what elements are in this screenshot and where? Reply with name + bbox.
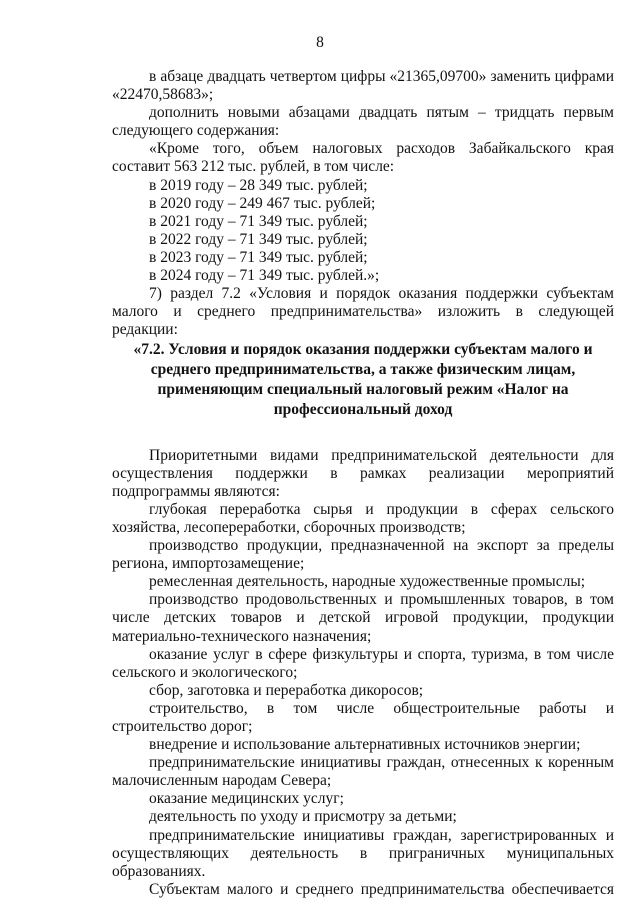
list-item: предпринимательские инициативы граждан, отнесенных к коренным малочисленным народам Севера; [112,754,614,790]
list-item: ремесленная деятельность, народные художественные промыслы; [149,573,586,591]
document-body [112,68,614,899]
spacer [112,420,614,447]
list-item: оказание услуг в сфере физкультуры и спорта, туризма, в том числе сельского и экологического; [112,645,614,681]
list-item: внедрение и использование альтернативных источников энергии; [149,736,581,754]
list-item: производство продовольственных и промышленных товаров, в том числе детских товаров и детской игровой продукции, продукции материально-технического назначения; [112,591,614,645]
list-item: производство продукции, предназначенной на экспорт за пределы региона, импортозамещение; [112,537,614,573]
list-item: предпринимательские инициативы граждан, зарегистрированных и осуществляющих деятельность в приграничных муниципальных образованиях. [112,826,614,880]
list-item: строительство, в том числе общестроительные работы и строительство дорог; [112,699,614,735]
list-item: деятельность по уходу и присмотру за детьми; [149,808,457,826]
paragraph: «Кроме того, объем налоговых расходов Забайкальского края составит 563 212 тыс. рублей, в том числе: [112,140,614,176]
list-item: в 2021 году – 71 349 тыс. рублей; [149,212,368,230]
list-item: в 2019 году – 28 349 тыс. рублей; [149,176,368,194]
list-item: в 2023 году – 71 349 тыс. рублей; [149,248,368,266]
paragraph: дополнить новыми абзацами двадцать пятым – тридцать первым следующего содержания: [112,104,614,140]
paragraph: 7) раздел 7.2 «Условия и порядок оказания поддержки субъектам малого и среднего предпринимательства» изложить в следующей редакции: [112,285,614,339]
list-item: в 2024 году – 71 349 тыс. рублей.»; [149,267,380,285]
list-item: оказание медицинских услуг; [149,790,344,808]
list-item: в 2022 году – 71 349 тыс. рублей; [149,230,368,248]
list-item: сбор, заготовка и переработка дикоросов; [149,681,424,699]
list-item: в 2020 году – 249 467 тыс. рублей; [149,194,376,212]
paragraph: в абзаце двадцать четвертом цифры «21365,09700» заменить цифрами «22470,58683»; [112,68,614,104]
section-heading: «7.2. Условия и порядок оказания поддержки субъектам малого и среднего предпринимательства, а также физическим лицам, применяющим специальный налоговый режим «Налог на профессиональный доход [133,341,593,418]
paragraph: Приоритетными видами предпринимательской деятельности для осуществления поддержки в рамках реализации мероприятий подпрограммы являются: [112,446,614,500]
paragraph: Субъектам малого и среднего предпринимательства обеспечивается [149,880,614,898]
list-item: глубокая переработка сырья и продукции в сферах сельского хозяйства, лесопереработки, сборочных производств; [112,500,614,536]
page-number: 8 [316,34,324,51]
